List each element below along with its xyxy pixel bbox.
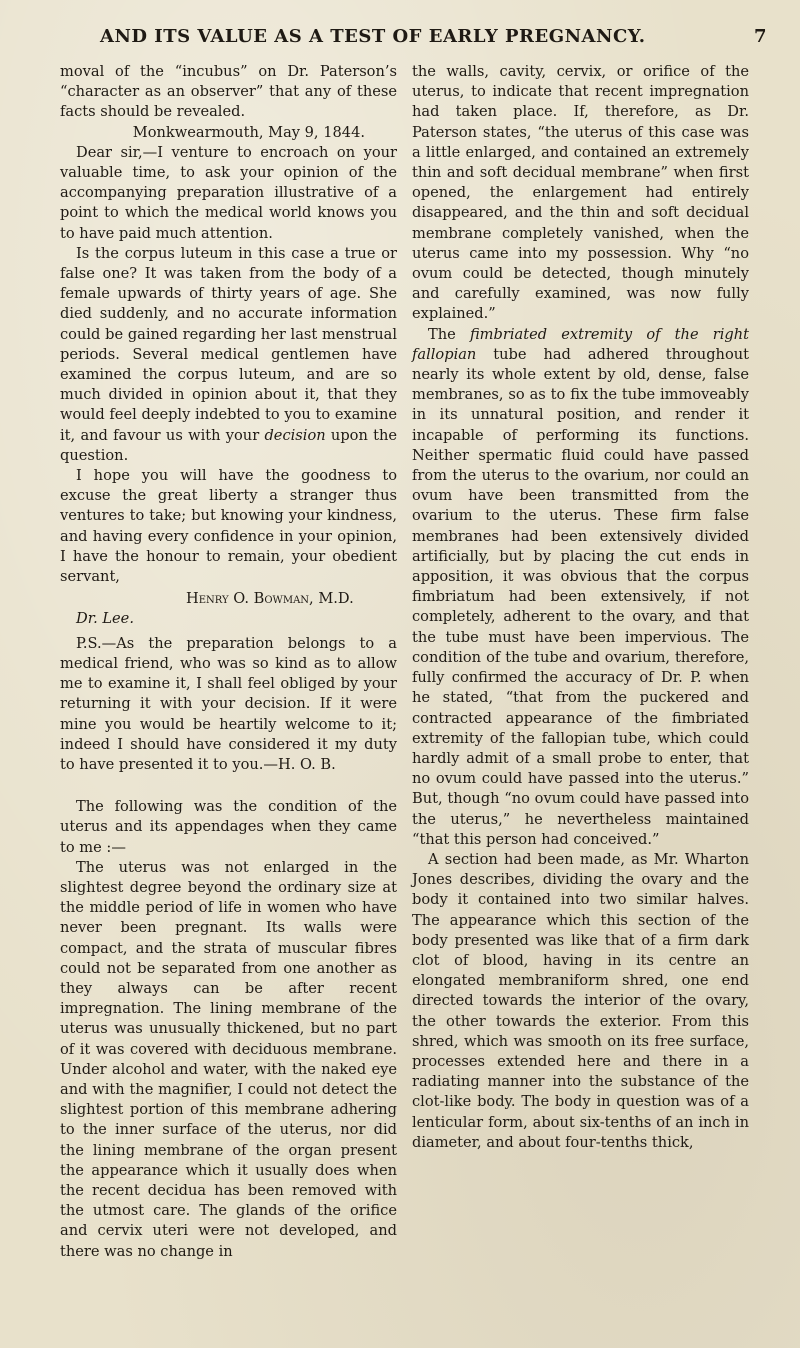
paragraph-text: Is the corpus luteum in this case a true or false one? It was taken from the body of a female upwards of thirty years of age. She died suddenly, and no accurate information could be gained regarding her last menstrual periods. Several medical gentlemen have examined the corpus luteum, and are so much divided in opinion about it, that they would feel deeply indebted to you to examine it, and favour us with your xyxy=(60,244,397,444)
letter-addressee xyxy=(60,609,397,629)
paragraph: I hope you will have the goodness to excuse the great liberty a stranger thus ventures to take; but knowing your kindness, and having every confidence in your opinion, I have the honour to remain, your obedient servant, xyxy=(60,467,397,586)
section-gap xyxy=(60,775,397,797)
paragraph: moval of the “incubus” on Dr. Paterson’s “character as an observer” that any of these facts should be revealed. xyxy=(60,63,397,121)
paragraph: Dear sir,—I venture to encroach on your valuable time, to ask your opinion of the accompanying preparation illustrative of a point to which the medical world knows you to have paid much attention. xyxy=(60,143,397,242)
right-column xyxy=(412,62,749,1153)
paragraph xyxy=(60,244,397,466)
addressee-name: Dr. Lee. xyxy=(76,610,134,628)
letter-signature: Henry O. Bowman, M.D. xyxy=(186,590,354,608)
running-header xyxy=(100,26,800,56)
paragraph: The uterus was not enlarged in the slightest degree beyond the ordinary size at the middle period of life in women who have never been pregnant. Its walls were compact, and the strata of muscular fibres could not be separated from one another as they always can be after recent impregnation. The lining membrane of the uterus was unusually thickened, but no part of it was covered with deciduous membrane. Under alcohol and water, with the naked eye and with the magnifier, I could not detect the slightest portion of this membrane adhering to the inner surface of the uterus, nor did the lining membrane of the organ present the appearance which it usually does when the recent decidua has been removed with the utmost care. The glands of the orifice and cervix uteri were not developed, and there was no change in xyxy=(60,858,397,1260)
paragraph xyxy=(412,325,749,850)
paragraph-text: tube had adhered throughout nearly its whole extent by old, dense, false membranes, so as to fix the tube immoveably in its unnatural position, and render it incapable of performing its functions. Neither spermatic fluid could have passed from the uterus to the ovarium, nor could an ovum have been transmitted from the ovarium to the uterus. These firm false membranes had been extensively divided artificially, but by placing the cut ends in apposition, it was obvious that the corpus fimbriatum had been extensively, if not completely, adherent to the ovary, and that the tube must have been impervious. The condition of the tube and ovarium, therefore, fully confirmed the accuracy of Dr. P. when he stated, “that from the puckered and contracted appearance of the fimbriated extremity of the fallopian tube, which could hardly admit of a small probe to enter, that no ovum could have passed into the uterus.” But, though “no ovum could have passed into the uterus,” he nevertheless maintained “that this person had conceived.” xyxy=(412,345,749,848)
postscript: P.S.—As the preparation belongs to a medical friend, who was so kind as to allow me to examine it, I shall feel obliged by your returning it with your decision. If it were mine you would be heartily welcome to it; indeed I should have considered it my duty to have presented it to you.—H. O. B. xyxy=(60,634,397,773)
left-column xyxy=(60,62,397,1262)
paragraph-text: upon the question. xyxy=(60,426,398,464)
letter-dateline: Monkwearmouth, May 9, 1844. xyxy=(132,123,365,141)
emphasis: fimbriated extremity of the right fallopian xyxy=(412,325,749,363)
paragraph-text: The xyxy=(428,325,456,343)
page-number: 7 xyxy=(754,26,768,47)
paragraph: A section had been made, as Mr. Wharton Jones describes, dividing the ovary and the body it contained into two similar halves. The appearance which this section of the body presented was like that of a firm dark clot of blood, having in its centre an elongated membraniform shred, one end directed towards the interior of the ovary, the other towards the exterior. From this shred, which was smooth on its free surface, processes extended here and there in a radiating manner into the substance of the clot-like body. The body in question was of a lenticular form, about six-tenths of an inch in diameter, and about four-tenths thick, xyxy=(412,850,749,1151)
paragraph: The following was the condition of the uterus and its appendages when they came to me :— xyxy=(60,798,397,856)
paragraph: the walls, cavity, cervix, or orifice of the uterus, to indicate that recent impregnation had taken place. If, therefore, as Dr. Paterson states, “the uterus of this case was a little enlarged, and contained an extremely thin and soft decidual membrane” when first opened, the enlargement had entirely disappeared, and the thin and soft decidual membrane completely vanished, when the uterus came into my possession. Why “no ovum could be detected, though minutely and carefully examined, was now fully explained.” xyxy=(412,63,749,323)
header-title: AND ITS VALUE AS A TEST OF EARLY PREGNANCY. xyxy=(100,26,646,47)
emphasis: decision xyxy=(264,426,326,444)
